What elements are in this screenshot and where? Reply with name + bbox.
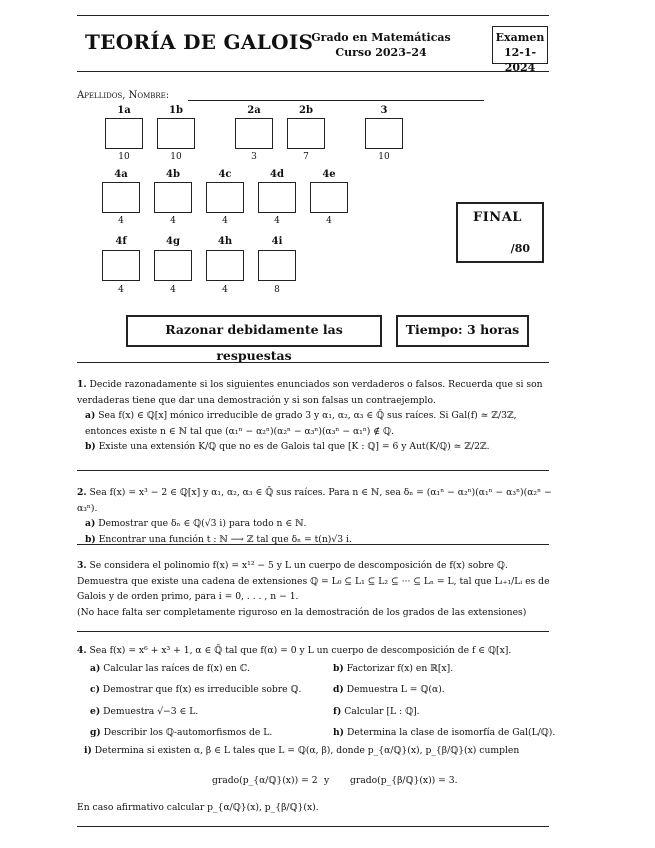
score-box[interactable] [258, 250, 296, 281]
score-box[interactable] [154, 182, 192, 213]
score-box[interactable] [235, 118, 273, 149]
problem-4c [90, 684, 301, 695]
item-label: d) [333, 684, 344, 695]
item-label: b) [85, 441, 96, 452]
item-text: Determina la clase de isomorfía de Gal(L/ℚ). [346, 727, 556, 738]
header-subtitle [310, 30, 452, 60]
score-box[interactable] [206, 250, 244, 281]
score-label: 2a [247, 105, 261, 116]
problem-number: 2. [77, 487, 87, 498]
item-label: g) [90, 727, 101, 738]
score-points: 4 [170, 216, 176, 226]
score-label: 4c [218, 169, 232, 180]
item-label: i) [84, 745, 92, 756]
item-text: Describir los ℚ-automorfismos de L. [103, 727, 273, 738]
problem-number: 3. [77, 560, 87, 571]
score-points: 10 [378, 152, 390, 162]
section-rule [77, 362, 549, 363]
score-label: 1b [169, 105, 183, 116]
exam-label: Examen [495, 31, 545, 44]
item-text: Demuestra L = ℚ(α). [346, 684, 445, 695]
problem-1 [77, 377, 552, 455]
score-label: 4d [270, 169, 284, 180]
problem-3-text [77, 558, 552, 605]
item-text: Sea f(x) ∈ ℚ[x] mónico irreducible de grado 3 y α₁, α₂, α₃ ∈ ℚ̄ sus raíces. Si Gal(f) ≃ ℤ/3ℤ, entonces existe n ∈ ℕ tal que (α₁ⁿ − α₂ⁿ)(α₂ⁿ − α₃ⁿ)(α₃ⁿ − α₁ⁿ) ∉ ℚ. [85, 410, 517, 437]
problem-1a [77, 408, 552, 439]
score-box[interactable] [105, 118, 143, 149]
top-rule [77, 15, 549, 16]
exam-title: TEORÍA DE GALOIS [85, 30, 314, 54]
problem-2 [77, 485, 552, 547]
score-box[interactable] [258, 182, 296, 213]
problem-4-intro [77, 643, 552, 659]
degree-formula-left: grado(p_{α/ℚ}(x)) = 2 [212, 775, 318, 786]
score-box[interactable] [206, 182, 244, 213]
score-points: 10 [118, 152, 130, 162]
problem-1-intro [77, 377, 552, 408]
problem-3 [77, 558, 552, 620]
problem-2a [77, 516, 552, 532]
item-label: a) [90, 663, 101, 674]
score-box[interactable] [287, 118, 325, 149]
score-points: 3 [251, 152, 257, 162]
problem-1b [77, 439, 552, 455]
score-label: 1a [117, 105, 131, 116]
problem-4i [84, 745, 549, 756]
score-label: 4b [166, 169, 180, 180]
score-points: 4 [118, 285, 124, 295]
score-box[interactable] [365, 118, 403, 149]
score-points: 4 [222, 216, 228, 226]
score-points: 10 [170, 152, 182, 162]
score-box[interactable] [310, 182, 348, 213]
item-text: Demostrar que f(x) es irreducible sobre ℚ. [102, 684, 302, 695]
score-points: 7 [303, 152, 309, 162]
item-text: Calcular [L : ℚ]. [344, 706, 420, 717]
item-text: Calcular las raíces de f(x) en ℂ. [103, 663, 250, 674]
item-label: a) [85, 410, 96, 421]
item-label: c) [90, 684, 100, 695]
score-box[interactable] [154, 250, 192, 281]
item-text: Existe una extensión K/ℚ que no es de Galois tal que [K : ℚ] = 6 y Aut(K/ℚ) ≃ ℤ/2ℤ. [98, 441, 490, 452]
problem-4f [333, 706, 420, 717]
score-box[interactable] [102, 250, 140, 281]
problem-4g [90, 727, 272, 738]
item-text: Factorizar f(x) en ℝ[x]. [346, 663, 454, 674]
score-points: 4 [326, 216, 332, 226]
reasoning-note: Razonar debidamente las respuestas [126, 315, 382, 347]
score-box[interactable] [157, 118, 195, 149]
section-rule [77, 544, 549, 545]
score-points: 4 [118, 216, 124, 226]
final-label: FINAL [473, 210, 522, 225]
score-points: 4 [170, 285, 176, 295]
problem-4h [333, 727, 555, 738]
score-points: 4 [222, 285, 228, 295]
final-score-box[interactable] [456, 202, 544, 263]
item-label: h) [333, 727, 345, 738]
section-rule [77, 470, 549, 471]
problem-text: Sea f(x) = x⁶ + x³ + 1, α ∈ ℚ̄ tal que f(α) = 0 y L un cuerpo de descomposición de f ∈ ℚ[x]. [89, 645, 512, 656]
score-label: 4h [217, 236, 233, 247]
problem-number: 4. [77, 645, 87, 656]
course-year: Curso 2023–24 [335, 46, 427, 59]
item-text: Demostrar que δₙ ∈ ℚ(√3 i) para todo n ∈ ℕ. [98, 518, 307, 529]
final-total: /80 [510, 242, 530, 255]
item-text: Demuestra √−3 ∈ L. [103, 706, 199, 717]
item-label: e) [90, 706, 101, 717]
time-note: Tiempo: 3 horas [396, 315, 529, 347]
score-label: 4a [114, 169, 128, 180]
problem-4e [90, 706, 198, 717]
degree-formula-and: y [324, 775, 330, 786]
problem-text: Se considera el polinomio f(x) = x¹² − 5 y L un cuerpo de descomposición de f(x) sobre ℚ. Demuestra que existe una cadena de extensiones ℚ = L₀ ⊆ L₁ ⊆ L₂ ⊆ ··· ⊆ Lₙ = L, tal que Lᵢ₊₁/Lᵢ es de Galois y de orden primo, para i = 0, . . . , n − 1. [77, 560, 550, 602]
item-label: a) [85, 518, 96, 529]
item-label: b) [85, 533, 96, 545]
problem-number: 1. [77, 379, 87, 390]
problem-4d [333, 684, 445, 695]
score-label: 2b [299, 105, 313, 116]
item-text: Determina si existen α, β ∈ L tales que L = ℚ(α, β), donde p_{α/ℚ}(x), p_{β/ℚ}(x) cumplen [94, 745, 520, 756]
score-label: 4e [322, 169, 336, 180]
problem-text: Decide razonadamente si los siguientes enunciados son verdaderos o falsos. Recuerda que si son verdaderas tiene que dar una demostración y si son falsas un contraejemplo. [77, 379, 543, 406]
exam-date-box [492, 26, 548, 74]
item-label: f) [333, 706, 342, 717]
score-label: 4g [166, 236, 180, 247]
score-box[interactable] [102, 182, 140, 213]
name-label: Apellidos, Nombre: [77, 90, 170, 101]
exam-date: 12-1-2024 [503, 46, 537, 74]
problem-3-note: (No hace falta ser completamente riguroso en la demostración de los grados de las extensiones) [77, 606, 527, 618]
score-label: 3 [380, 105, 388, 116]
name-input-line[interactable] [188, 100, 484, 101]
bottom-rule [77, 826, 549, 827]
problem-2-intro [77, 485, 552, 516]
section-rule [77, 631, 549, 632]
item-text: Encontrar una función t : ℕ ⟶ ℤ tal que δₙ = t(n)√3 i. [98, 533, 352, 545]
problem-4a [90, 663, 250, 674]
score-label: 4i [271, 236, 283, 247]
problem-4-closing: En caso afirmativo calcular p_{α/ℚ}(x), p_{β/ℚ}(x). [77, 802, 319, 813]
problem-text: Sea f(x) = x³ − 2 ∈ ℚ[x] y α₁, α₂, α₃ ∈ ℚ̄ sus raíces. Para n ∈ ℕ, sea δₙ = (α₁ⁿ − α₂ⁿ)(α₁ⁿ − α₃ⁿ)(α₂ⁿ − α₃ⁿ). [77, 487, 552, 514]
degree-name: Grado en Matemáticas [311, 31, 451, 44]
item-label: b) [333, 663, 344, 674]
score-points: 8 [274, 285, 280, 295]
problem-4b [333, 663, 453, 674]
score-label: 4f [115, 236, 127, 247]
score-points: 4 [274, 216, 280, 226]
header-rule [77, 71, 549, 72]
degree-formula-right: grado(p_{β/ℚ}(x)) = 3. [350, 775, 458, 786]
